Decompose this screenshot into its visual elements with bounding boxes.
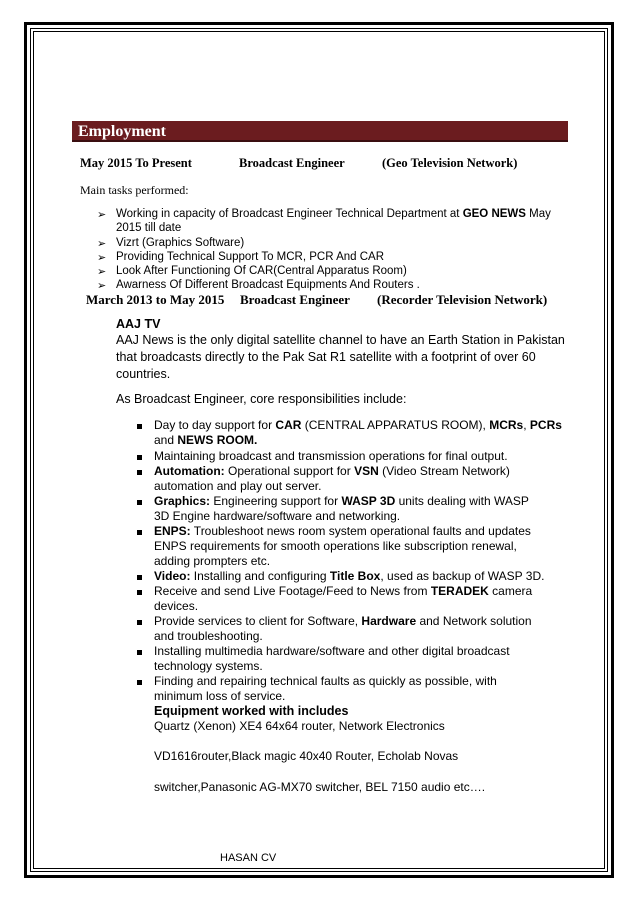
square-bullet-icon	[137, 455, 142, 460]
job2-org: AAJ TV	[116, 317, 161, 331]
resp-car-line: Day to day support for CAR (CENTRAL APPARATUS ROOM), MCRs, PCRs	[154, 418, 562, 432]
resp-graphics: Graphics: Engineering support for WASP 3D units dealing with WASP	[154, 494, 529, 508]
equip-line-3: switcher,Panasonic AG-MX70 switcher, BEL 7150 audio etc….	[154, 780, 486, 794]
resp-enps: ENPS: Troubleshoot news room system operational faults and updates	[154, 524, 531, 538]
job2-desc-2: that broadcasts directly to the Pak Sat R1 satellite with a footprint of over 60	[116, 350, 536, 364]
equip-line-1: Quartz (Xenon) XE4 64x64 router, Network Electronics	[154, 719, 445, 733]
job1-task-3: Providing Technical Support To MCR, PCR And CAR	[116, 251, 385, 263]
job2-desc-1: AAJ News is the only digital satellite channel to have an Earth Station in Pakistan	[116, 333, 565, 347]
job2-dates: March 2013 to May 2015	[86, 292, 225, 307]
resp-automation-cont: automation and play out server.	[154, 479, 322, 493]
resp-services: Provide services to client for Software, Hardware and Network solution	[154, 614, 532, 628]
arrow-bullet-icon: ➢	[97, 238, 107, 250]
job1-task-1-cont: 2015 till date	[116, 222, 182, 234]
job1-company: (Geo Television Network)	[382, 156, 518, 170]
job1-tasks-label: Main tasks performed:	[80, 183, 189, 197]
resp-enps-cont: ENPS requirements for smooth operations like subscription renewal,	[154, 539, 517, 553]
job1-title: Broadcast Engineer	[239, 156, 345, 170]
square-bullet-icon	[137, 620, 142, 625]
resp-live-footage-cont: devices.	[154, 599, 199, 613]
resp-installing-cont: technology systems.	[154, 659, 263, 673]
resp-services-cont: and troubleshooting.	[154, 629, 263, 643]
arrow-bullet-icon: ➢	[97, 266, 107, 278]
square-bullet-icon	[137, 500, 142, 505]
arrow-bullet-icon: ➢	[97, 252, 107, 264]
resp-finding: Finding and repairing technical faults as quickly as possible, with	[154, 674, 497, 688]
footer-text: HASAN CV	[220, 852, 277, 864]
square-bullet-icon	[137, 470, 142, 475]
job1-task-2: Vizrt (Graphics Software)	[116, 237, 245, 249]
job1-dates: May 2015 To Present	[80, 156, 192, 170]
job1-task-1: Working in capacity of Broadcast Engineer Technical Department at GEO NEWS May	[116, 208, 551, 220]
arrow-bullet-icon: ➢	[97, 209, 107, 221]
section-title-employment: Employment	[72, 121, 568, 142]
square-bullet-icon	[137, 530, 142, 535]
square-bullet-icon	[137, 680, 142, 685]
job1-task-5: Awarness Of Different Broadcast Equipments And Routers .	[116, 279, 420, 291]
resp-enps-cont-2: adding prompters etc.	[154, 554, 271, 568]
resp-graphics-cont: 3D Engine hardware/software and networking.	[154, 509, 401, 523]
equip-line-2: VD1616router,Black magic 40x40 Router, Echolab Novas	[154, 749, 459, 763]
job2-desc-3: countries.	[116, 367, 171, 381]
job2-company: (Recorder Television Network)	[377, 292, 548, 307]
square-bullet-icon	[137, 650, 142, 655]
square-bullet-icon	[137, 590, 142, 595]
resp-installing: Installing multimedia hardware/software and other digital broadcast	[154, 644, 510, 658]
resp-maintaining: Maintaining broadcast and transmission operations for final output.	[154, 449, 508, 463]
square-bullet-icon	[137, 424, 142, 429]
equip-title: Equipment worked with includes	[154, 704, 349, 718]
square-bullet-icon	[137, 575, 142, 580]
resp-automation: Automation: Operational support for VSN (Video Stream Network)	[154, 464, 510, 478]
resp-video: Video: Installing and configuring Title Box, used as backup of WASP 3D.	[154, 569, 545, 583]
job1-task-4: Look After Functioning Of CAR(Central Apparatus Room)	[116, 265, 407, 277]
job2-title: Broadcast Engineer	[240, 292, 350, 307]
resp-finding-cont: minimum loss of service.	[154, 689, 286, 703]
resp-live-footage: Receive and send Live Footage/Feed to News from TERADEK camera	[154, 584, 533, 598]
resp-car-line-cont: and NEWS ROOM.	[154, 433, 258, 447]
arrow-bullet-icon: ➢	[97, 280, 107, 292]
job2-resp-intro: As Broadcast Engineer, core responsibilities include:	[116, 392, 407, 406]
